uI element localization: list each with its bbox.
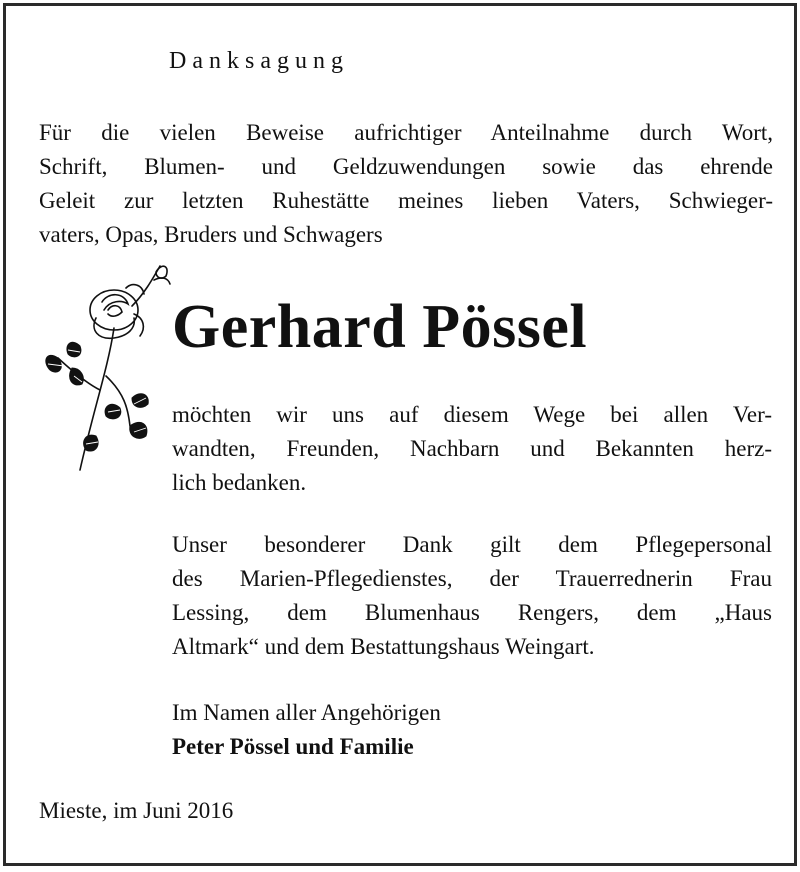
- special-thanks-line: Unser besonderer Dank gilt dem Pflegepersonal: [172, 532, 772, 557]
- special-thanks-line: Lessing, dem Blumenhaus Rengers, dem „Haus: [172, 600, 772, 625]
- thanks-line: wandten, Freunden, Nachbarn und Bekannten herz-: [172, 436, 772, 461]
- place-date: Mieste, im Juni 2016: [39, 798, 234, 823]
- obituary-notice: [3, 3, 797, 866]
- special-thanks-line: Altmark“ und dem Bestattungshaus Weingart.: [172, 634, 595, 659]
- signature-intro: Im Namen aller Angehörigen: [172, 700, 441, 725]
- intro-paragraph: [39, 116, 773, 252]
- intro-line: Für die vielen Beweise aufrichtiger Anteilnahme durch Wort,: [39, 120, 773, 145]
- special-thanks-line: des Marien-Pflegedienstes, der Trauerrednerin Frau: [172, 566, 772, 591]
- intro-line: vaters, Opas, Bruders und Schwagers: [39, 222, 383, 247]
- intro-line: Geleit zur letzten Ruhestätte meines lieben Vaters, Schwieger-: [39, 188, 773, 213]
- rose-icon: [36, 258, 176, 478]
- thanks-paragraph: [172, 398, 772, 500]
- intro-line: Schrift, Blumen- und Geldzuwendungen sowie das ehrende: [39, 154, 773, 179]
- notice-title: Danksagung: [169, 48, 349, 74]
- signer-name: Peter Pössel und Familie: [172, 734, 414, 759]
- special-thanks-paragraph: [172, 528, 772, 664]
- signature-block: [172, 696, 772, 764]
- thanks-line: lich bedanken.: [172, 470, 307, 495]
- deceased-name: Gerhard Pössel: [172, 293, 588, 361]
- thanks-line: möchten wir uns auf diesem Wege bei allen Ver-: [172, 402, 772, 427]
